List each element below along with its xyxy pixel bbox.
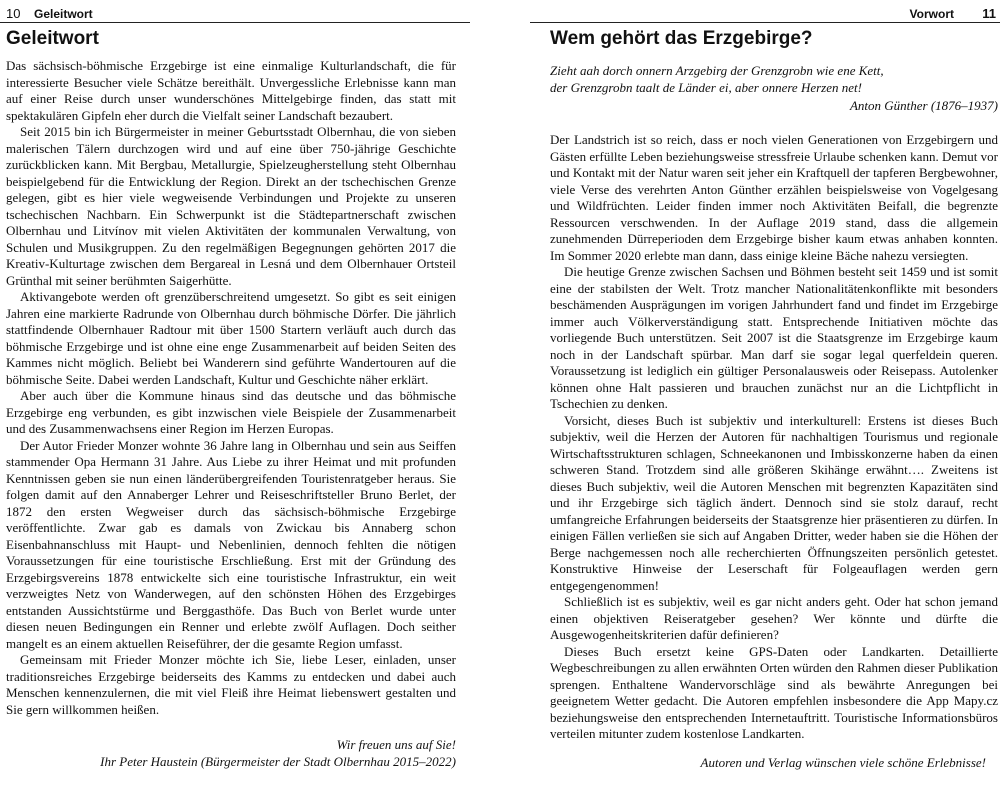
closing-line: Wir freuen uns auf Sie! [336,737,456,752]
paragraph: Die heutige Grenze zwischen Sachsen und Böhmen besteht seit 1459 und ist somit eine der stabilsten der Welt. Trotz mancher Nationalitätenkonflikte mit besonders beschämenden Ausprägungen im vorigen Jahrhundert fand und findet im Erzgebirge immer auch Völkerverständigung statt. Entsprechende Initiativen möchte das vorliegende Buch unterstützen. Seit 2007 ist die Staatsgrenze im Erzgebirge kaum noch in der Landschaft spürbar. Man darf sie sogar legal querfeldein queren. Voraussetzung ist lediglich ein gültiger Personalausweis oder Reisepass. Autolenker können ohne Halt passieren und brauchen zunächst nur an die Lichtpflicht in Tschechien zu denken. [550,264,998,411]
paragraph: Dieses Buch ersetzt keine GPS-Daten oder Landkarten. Detaillierte Wegbeschreibungen zu allen erwähnten Orten würden den Rahmen dieser Publikation sprengen. Enthaltene Wandervorschläge sind als bewährte Anregungen bei geeignetem Wetter gedacht. Die Autoren empfehlen insbesondere die App Mapy.cz beziehungsweise den entsprechenden Internetauftritt. Touristische Informationsbüros verteilen mitunter zudem kostenlose Landkarten. [550,643,998,741]
paragraph: Vorsicht, dieses Buch ist subjektiv und interkulturell: Erstens ist dieses Buch subjektiv, weil die Herzen der Autoren für nachhaltigen Tourismus und regionale Wirtschaftsstrukturen schlagen, Schneekanonen und Imbisskonzerne haben da einen schweren Stand. Trotzdem sind alle größeren Skihänge erwähnt…. Zweitens ist dieses Buch subjektiv, weil die Autoren Menschen mit begrenzten Kapazitäten sind und ihr Erzgebirge sich täglich ändert. Dennoch sind sie stolz darauf, recht umfangreiche Erfahrungen beiderseits der Staatsgrenze hier präsentieren zu dürfen. In einigen Fällen verließen sie sich auf Angaben Dritter, weder haben sie die Höhen der Berge nachgemessen noch alle recherchierten Öffnungszeiten persönlich getestet. Konstruktive Hinweise der Leserschaft für Folgeauflagen werden gern entgegengenommen! [550,412,998,593]
paragraph: Seit 2015 bin ich Bürgermeister in meiner Geburtsstadt Olbernhau, die von sieben malerischen Tälern durchzogen wird und auf eine über 750-jährige Geschichte zurückblicken kann. Mit Bergbau, Metallurgie, Spielzeugherstellung steht Olbernhau beispielgebend für die Entwicklung der Region. Direkt an der tschechischen Grenze gelegen, gibt es hier viele wegweisende Verbindungen und Projekte zu unseren tschechischen Nachbarn. Ein Schwerpunkt ist die Städtepartnerschaft zwischen Olbernhau und Litvínov mit vielen Aktivitäten der kommunalen Verwaltung, von Schulen und Musikgruppen. Zu den regelmäßigen Begegnungen gehörten 2017 die Kreativ-Kulturtage zwischen dem Bergareal in Lesná und dem Olbernhauer Ortsteil Grünthal mit seiner berühmten Saigerhütte. [6,124,456,288]
right-running-head [530,6,1000,23]
right-closing [701,754,986,771]
right-page-heading: Wem gehört das Erzgebirge? [550,28,813,49]
paragraph: Der Landstrich ist so reich, dass er noch vielen Generationen von Erzgebirgern und Gästen erfüllte Leben beziehungsweise stressfreie Urlaube schenken kann. Demut vor und Kontakt mit der Natur waren seit jeher ein Kraftquell der tapferen Bergbewohner, viele Verse des verehrten Anton Günther erzählen beispielsweise von Vogelgesang und Wildfrüchten. Leider finden immer noch Aktivitäten Beifall, die begrenzte Ressourcen verschwenden. In der Auflage 2019 stand, dass die allgemein zunehmenden Dürreperioden dem Erzgebirge bisher kaum etwas anhaben konnten. Im Sommer 2020 erlebte man dann, dass einige kleine Bäche nahezu versiegten. [550,132,998,263]
paragraph: Schließlich ist es subjektiv, weil es gar nicht anders geht. Oder hat schon jemand einen objektiven Reiseratgeber gesehen? Wer könnte und dürfte die Ausgewogenheitskriterien dafür definieren? [550,594,998,642]
left-body-text [6,58,456,718]
paragraph: Aber auch über die Kommune hinaus sind das deutsche und das böhmische Erzgebirge eng verbunden, es gibt inzwischen viele Beispiele der Zusammenarbeit und des Zusammenwachsens einer Region im Herzen Europas. [6,388,456,436]
paragraph: Aktivangebote werden oft grenzüberschreitend umgesetzt. So gibt es seit einigen Jahren eine markierte Radrunde von Olbernhau durch böhmische Dörfer. Die jährlich stattfindende Olbernhauer Radtour mit über 1500 Startern verläuft auch durch das böhmische Erzgebirge und ist ohne eine enge Zusammenarbeit auf beiden Seiten des Kammes nicht möglich. Beliebt bei Wanderern sind geführte Wandertouren auf die böhmische Seite. Dabei werden Landschaft, Kultur und Geschichte näher erklärt. [6,289,456,387]
paragraph: Gemeinsam mit Frieder Monzer möchte ich Sie, liebe Leser, einladen, unser traditionsreiches Erzgebirge beiderseits des Kamms zu entdecken und dabei auch Menschen kennenzulernen, die mit viel Fleiß ihre Heimat liebenswert gestalten und Sie gern willkommen heißen. [6,652,456,717]
left-page-heading: Geleitwort [6,28,99,49]
motto-line: der Grenzgrobn taalt de Länder ei, aber onnere Herzen net! [550,80,862,95]
left-running-title: Geleitwort [34,7,93,21]
paragraph: Der Autor Frieder Monzer wohnte 36 Jahre lang in Olbernhau und sein aus Seiffen stammender Opa Hermann 31 Jahre. Aus Liebe zu ihrer Heimat und mit profunden Kenntnissen geben sie nun einen länderübergreifenden Touristenratgeber heraus. Sie folgen damit auf den Annaberger Lehrer und Reiseschriftsteller Bruno Berlet, der 1872 den ersten Wegweiser durch das sächsisch-böhmische Erzgebirge veröffentlichte. Zwar gab es damals von Zwickau bis Annaberg schon Eisenbahnanschluss mit Haupt- und Nebenlinien, dennoch fehlten die nötigen Voraussetzungen für eine touristische Erschließung. Erst mit der Gründung des Erzgebirgsvereins 1878 entwickelte sich eine touristische Infrastruktur, ein weit verzweigtes Netz von Wanderwegen, auf den schönsten Höhen des Erzgebirges entstanden Aussichtstürme und Berggasthöfe. Das Buch von Berlet wurde unter diesen neuen Bedingungen ein Renner und erlebte zwölf Auflagen. Doch seither mangelt es an einem aktuellen Reiseführer, der die gesamte Region umfasst. [6,437,456,651]
right-page-number: 11 [982,6,996,21]
motto-line: Zieht aah dorch onnern Arzgebirg der Grenzgrobn wie ene Kett, [550,63,884,78]
right-body-text [550,132,998,743]
right-running-title: Vorwort [909,7,954,21]
left-page-number: 10 [6,6,21,21]
motto [550,62,998,114]
signature: Ihr Peter Haustein (Bürgermeister der Stadt Olbernhau 2015–2022) [100,754,456,769]
left-running-head [0,6,470,23]
right-page [530,0,1000,800]
left-page [0,0,470,800]
left-closing [100,736,456,770]
closing-line: Autoren und Verlag wünschen viele schöne Erlebnisse! [700,755,986,770]
paragraph: Das sächsisch-böhmische Erzgebirge ist eine einmalige Kulturlandschaft, die für interessierte Besucher viele Schätze bereithält. Unvergessliche Erlebnisse kann man auf einer Reise durch unser wunderschönes Mittelgebirge finden, das statt mit spektakulären Gipfeln eher durch die Vielfalt seiner Landschaft bezaubert. [6,58,456,123]
motto-attribution: Anton Günther (1876–1937) [849,98,998,113]
